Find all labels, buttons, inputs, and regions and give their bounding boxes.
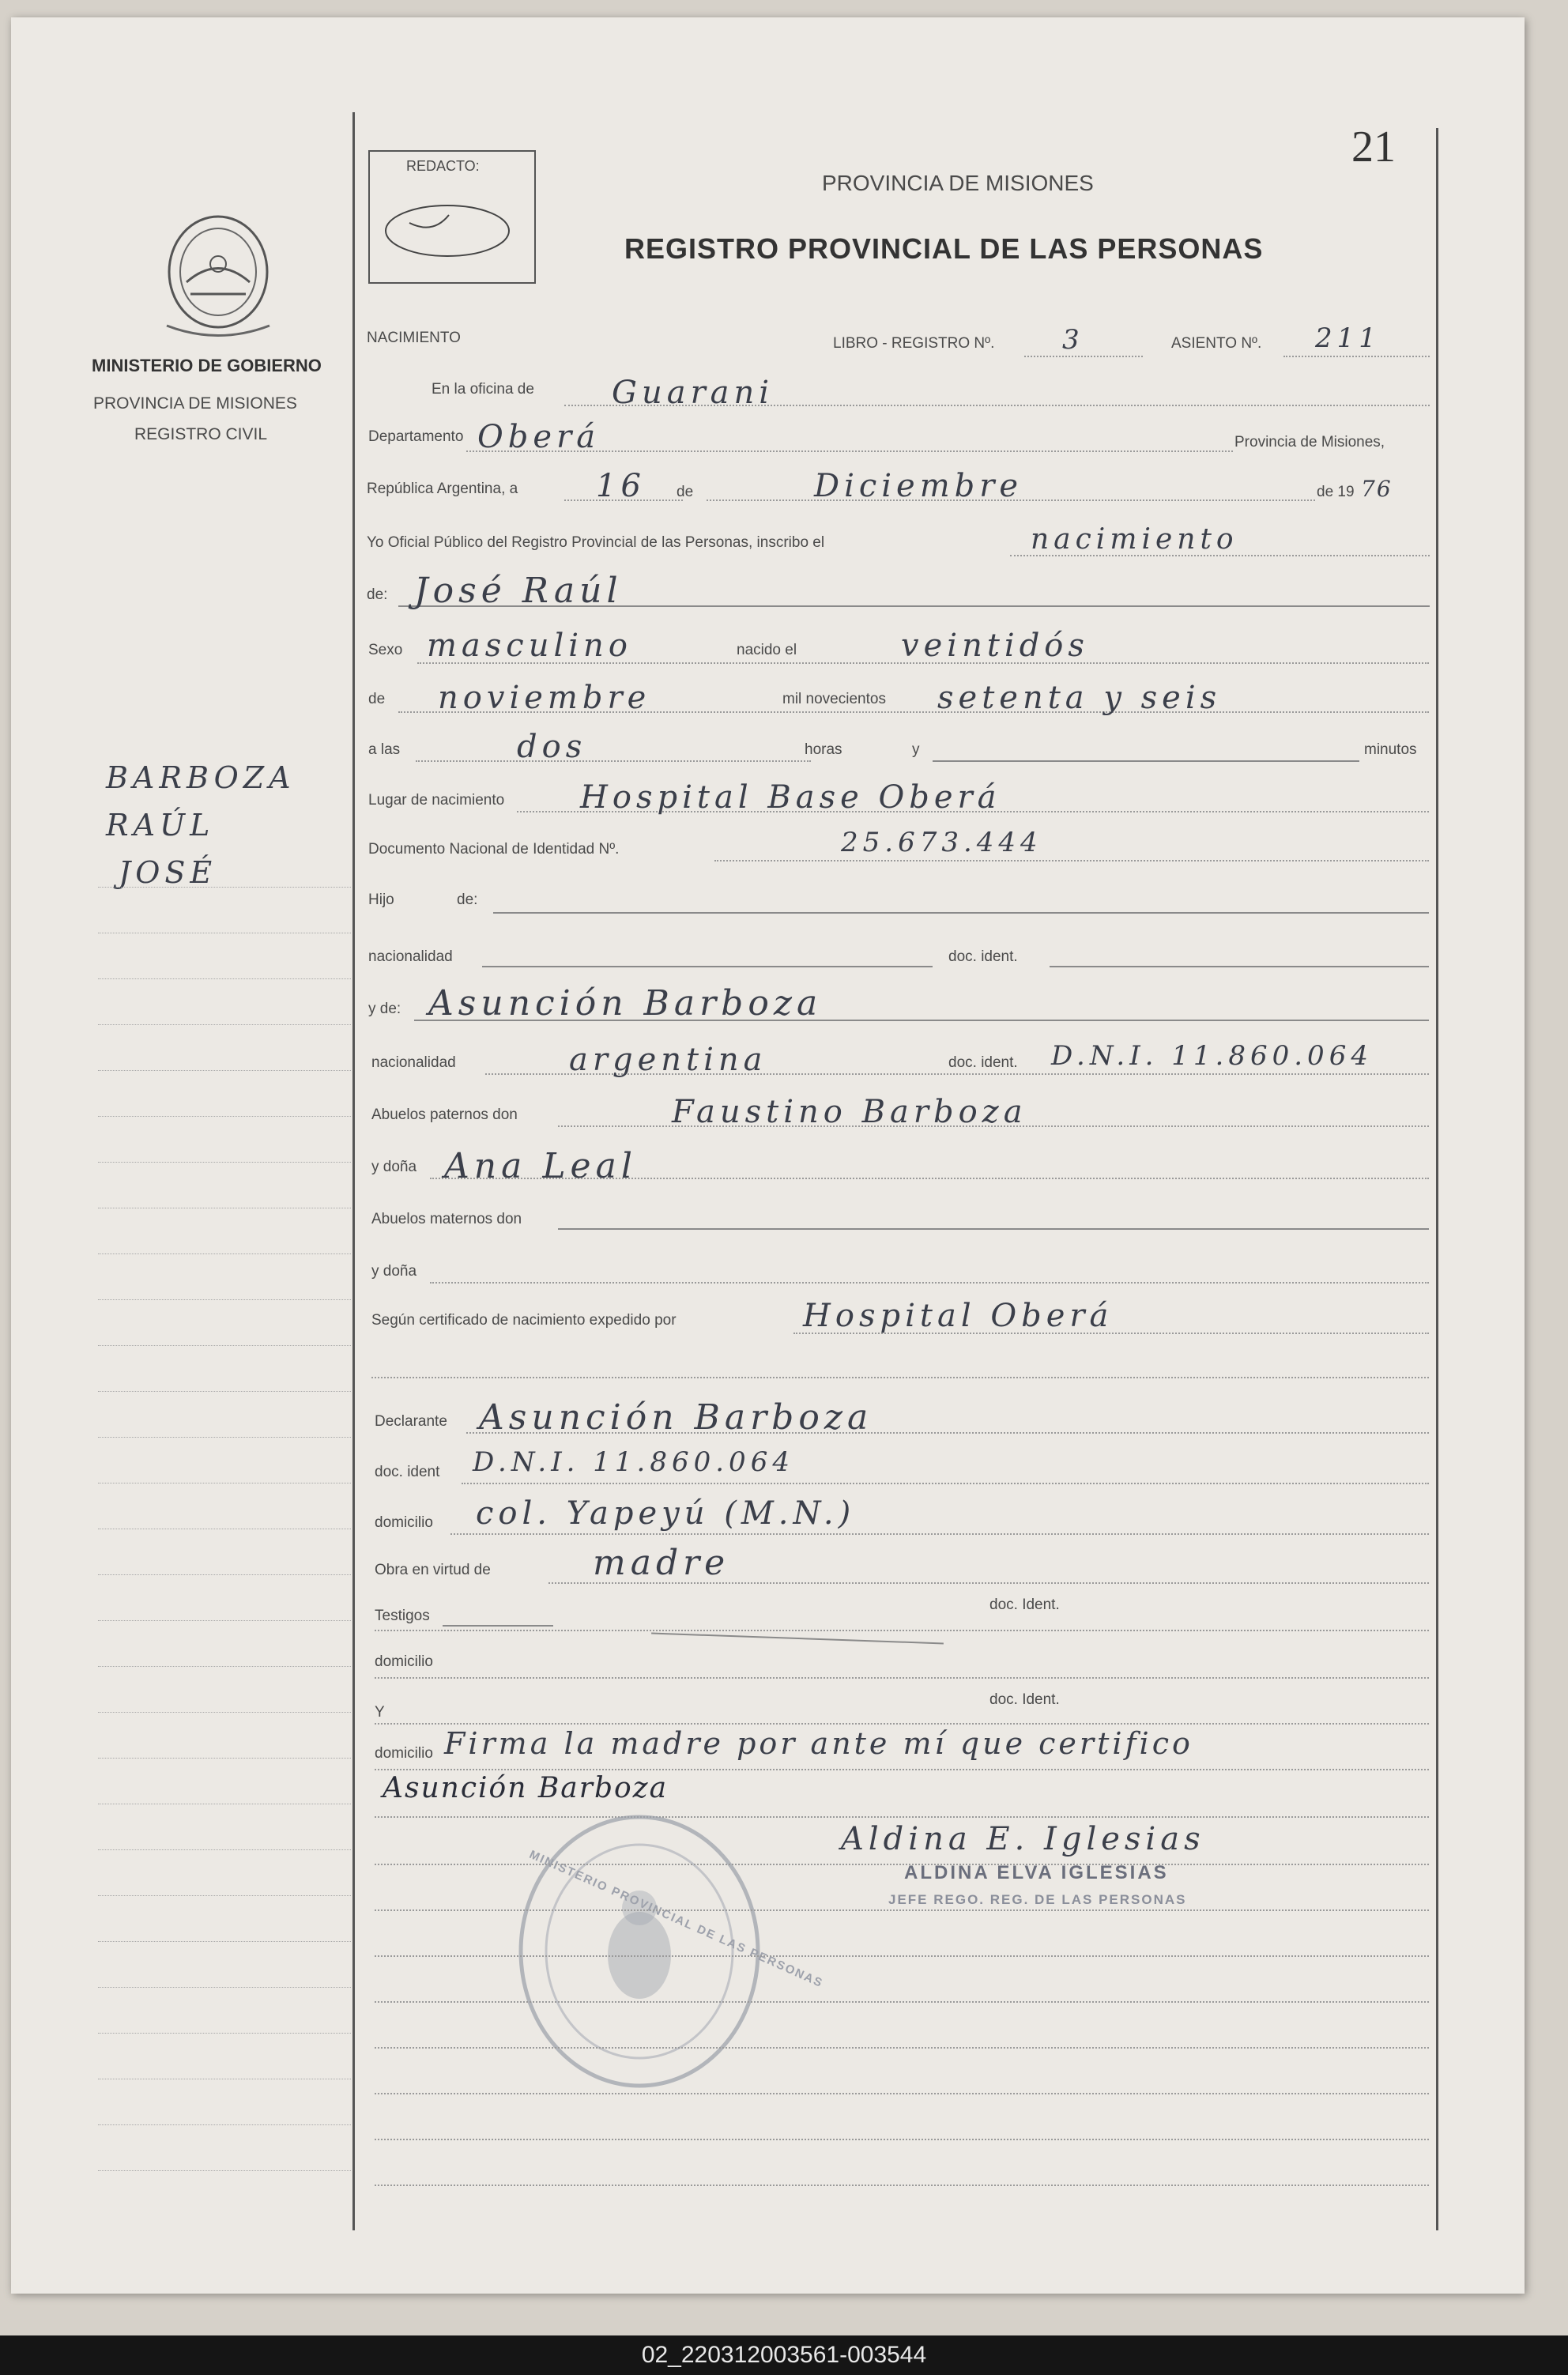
margin-line [98,1162,351,1163]
margin-line [98,2170,351,2171]
abpat-label: Abuelos paternos don [371,1106,518,1123]
provincia-label: Provincia de Misiones, [1234,434,1385,450]
month2-value: noviembre [438,680,651,716]
margin-line [98,1574,351,1575]
margin-line [98,1987,351,1988]
de3-label: de [368,691,386,707]
left-vertical-rule [352,112,355,2230]
year2-value: setenta y seis [937,680,1222,716]
margin-line [98,1024,351,1025]
oficial-signature: Aldina E. Iglesias [841,1821,1205,1857]
margin-line [98,1391,351,1392]
libro-value: 3 [1062,324,1084,356]
ruled-line [375,2093,1429,2094]
de-label: de [677,484,694,500]
y2-label: Y [375,1704,385,1721]
asiento-label: ASIENTO Nº. [1171,335,1262,352]
obra-value: madre [593,1543,730,1583]
domicilio-value: col. Yapeyú (M.N.) [476,1495,856,1532]
asiento-value: 211 [1315,322,1381,354]
ydona-label: y doña [371,1159,417,1175]
margin-line [98,1253,351,1254]
departamento-value: Oberá [477,419,601,455]
redacto-mark-icon [378,191,520,270]
margin-line [98,1620,351,1621]
horas-label: horas [805,741,842,758]
right-vertical-rule [1436,128,1438,2230]
doc2-label: doc. ident. [948,1054,1018,1071]
sexo-value: masculino [427,628,632,664]
libro-label: LIBRO - REGISTRO Nº. [833,335,995,352]
alas-label: a las [368,741,401,758]
ruled-line [375,2001,1429,2003]
departamento-label: Departamento [368,428,464,445]
month-value: Diciembre [814,468,1023,504]
milnov-label: mil novecientos [782,691,886,707]
firma-madre: Asunción Barboza [383,1772,669,1804]
y-label: y [912,741,920,758]
doc2-value: D.N.I. 11.860.064 [1051,1040,1373,1072]
ruled-line [375,1909,1429,1911]
obra-label: Obra en virtud de [375,1562,491,1578]
abpat-value: Faustino Barboza [672,1094,1027,1130]
abpat-dona-value: Ana Leal [444,1146,637,1186]
declarante-value: Asunción Barboza [479,1397,873,1438]
sexo-label: Sexo [368,642,403,658]
hora-value: dos [517,729,587,765]
margin-line [98,1070,351,1071]
firma-value: Firma la madre por ante mí que certifico [444,1726,1193,1761]
domicilio3-label: domicilio [375,1745,433,1762]
lugar-value: Hospital Base Oberá [580,779,1001,816]
round-stamp-text: MINISTERIO PROVINCIAL DE LAS PERSONAS [527,1848,826,1991]
margin-line [98,1895,351,1896]
docid-value: D.N.I. 11.860.064 [473,1446,794,1478]
ruled-line [375,2047,1429,2049]
ruled-line [375,2185,1429,2186]
margin-line [98,1437,351,1438]
testigos-label: Testigos [375,1608,430,1624]
page-number: 21 [1351,123,1396,172]
nacimiento-label: NACIMIENTO [367,330,461,346]
ruled-line [375,2139,1429,2140]
doc4-label: doc. Ident. [989,1691,1060,1708]
margin-line [98,1345,351,1346]
margin-line [98,1849,351,1850]
de2-label: de: [367,586,388,603]
year-label: de 19 [1317,484,1355,500]
margin-line [98,978,351,979]
margin-line [98,1712,351,1713]
margin-line [98,1299,351,1300]
doc3-label: doc. Ident. [989,1597,1060,1613]
margin-note-name2: JOSÉ [119,855,217,890]
doc1-label: doc. ident. [948,948,1018,965]
margin-line [98,1116,351,1117]
dni-label: Documento Nacional de Identidad Nº. [368,841,620,858]
sidebar-ministry: MINISTERIO DE GOBIERNO [92,356,322,375]
margin-line [98,887,351,888]
madre-value: Asunción Barboza [428,983,823,1024]
dni-value: 25.673.444 [841,827,1042,858]
stamp-title: JEFE REGO. REG. DE LAS PERSONAS [888,1892,1187,1907]
domicilio-label: domicilio [375,1514,433,1531]
margin-line [98,1941,351,1942]
scan-footer: 02_220312003561-003544 [0,2335,1568,2375]
yde-label: y de: [368,1001,401,1017]
margin-note-surname: BARBOZA [106,760,296,795]
inscribo-value: nacimiento [1031,523,1238,556]
minutos-label: minutos [1364,741,1417,758]
abmat-label: Abuelos maternos don [371,1211,522,1227]
oficial-label: Yo Oficial Público del Registro Provincial de las Personas, inscribo el [367,534,825,551]
ydona2-label: y doña [371,1263,417,1280]
lugar-label: Lugar de nacimiento [368,792,505,809]
ruled-line [375,1955,1429,1957]
margin-note-name1: RAÚL [106,808,215,843]
sidebar-province: PROVINCIA DE MISIONES [93,394,297,413]
nacido-value: veintidós [901,628,1089,664]
province-seal-icon [151,207,285,345]
ruled-line [375,1864,1429,1865]
round-stamp-icon [509,1805,770,2098]
margin-line [98,1758,351,1759]
oficina-label: En la oficina de [432,381,534,398]
header-province: PROVINCIA DE MISIONES [822,171,1094,195]
day-value: 16 [596,468,646,504]
sidebar-registry: REGISTRO CIVIL [134,425,268,443]
declarante-label: Declarante [375,1413,447,1430]
nac2-value: argentina [569,1042,767,1078]
republica-label: República Argentina, a [367,481,518,497]
cert-label: Según certificado de nacimiento expedido por [371,1312,677,1329]
domicilio2-label: domicilio [375,1653,433,1670]
hijo-de-label: de: [457,892,478,908]
nac2-label: nacionalidad [371,1054,456,1071]
redacto-label: REDACTO: [406,158,480,174]
docid-label: doc. ident [375,1464,440,1480]
registry-title: REGISTRO PROVINCIAL DE LAS PERSONAS [624,232,1264,265]
hijo-label: Hijo [368,892,394,908]
year-value: 76 [1361,476,1393,502]
margin-line [98,1666,351,1667]
nac1-label: nacionalidad [368,948,453,965]
margin-line [98,2124,351,2125]
margin-line [98,2033,351,2034]
document-sheet [11,17,1525,2294]
name-value: José Raúl [414,571,623,611]
redacto-box [368,150,536,284]
nacido-label: nacido el [737,642,797,658]
oficina-value: Guarani [612,375,775,411]
cert-value: Hospital Oberá [803,1298,1114,1334]
stamp-name: ALDINA ELVA IGLESIAS [904,1862,1169,1883]
